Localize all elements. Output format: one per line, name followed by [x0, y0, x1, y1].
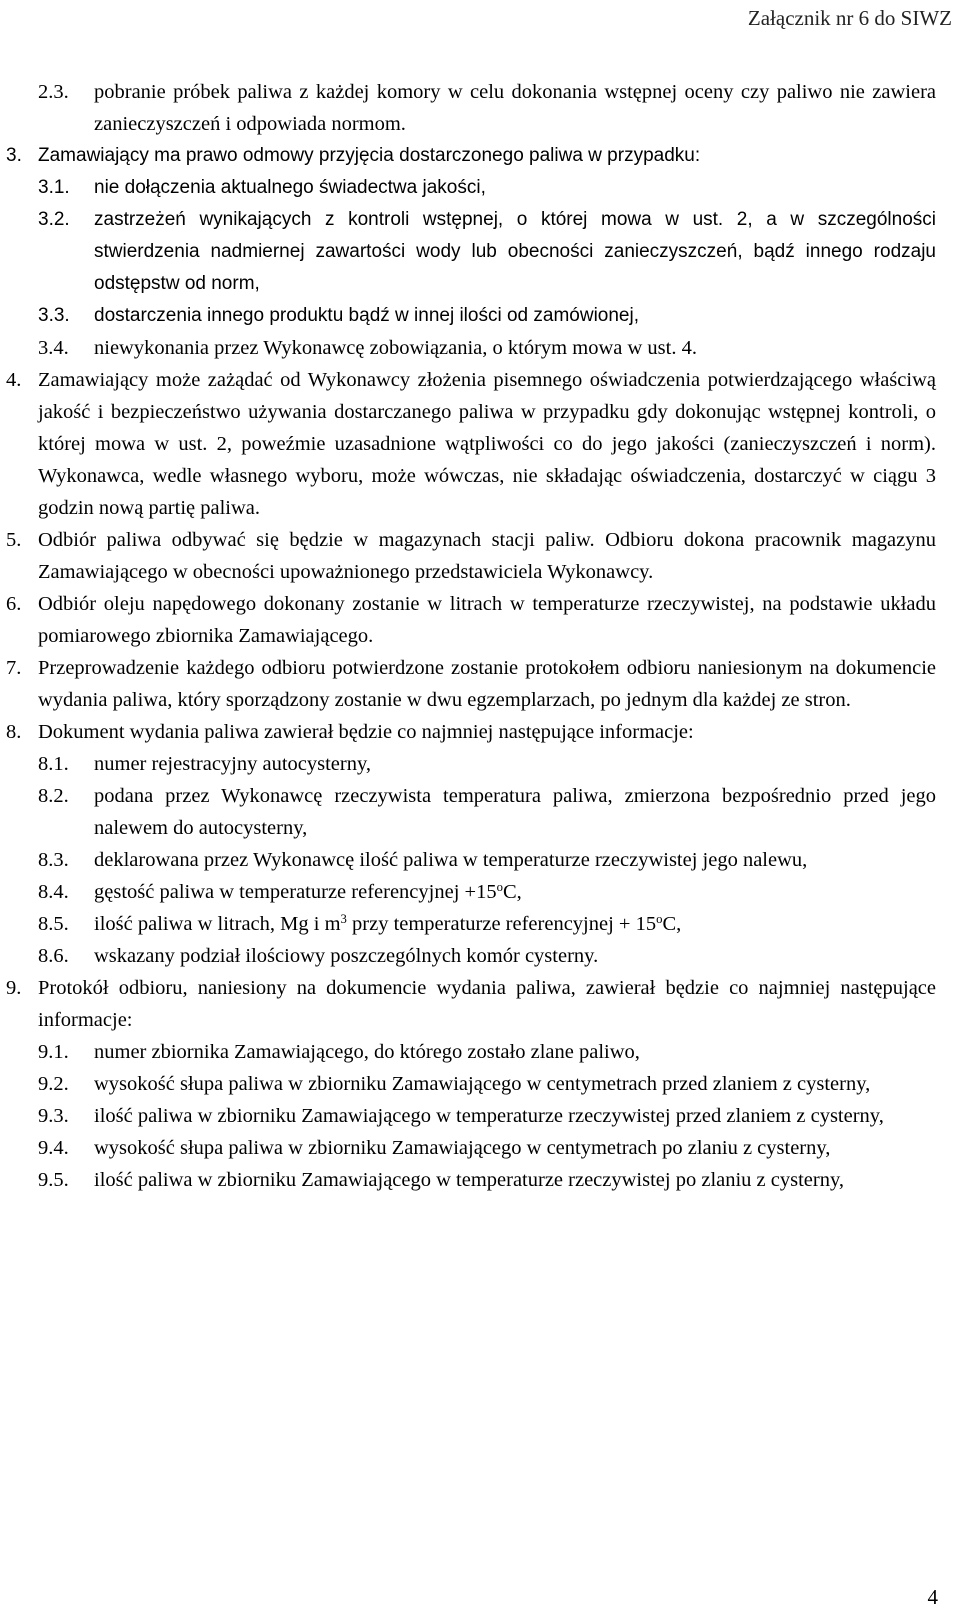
paragraph-number: 8.3.: [38, 849, 69, 871]
paragraph-text: Przeprowadzenie każdego odbioru potwierdzone zostanie protokołem odbioru naniesionym na dokumencie wydania paliwa, który sporządzony zostanie w dwu egzemplarzach, po jednym dla każdej ze stron.: [38, 657, 936, 711]
paragraph-number: 8.5.: [38, 913, 69, 935]
sub-paragraph: [0, 1100, 960, 1132]
paragraph-text: gęstość paliwa w temperaturze referencyjnej +15: [94, 881, 497, 903]
page-number: 4: [927, 1585, 938, 1609]
paragraph-text: Odbiór oleju napędowego dokonany zostanie w litrach w temperaturze rzeczywistej, na podstawie układu pomiarowego zbiornika Zamawiającego.: [38, 593, 936, 647]
paragraph-text: deklarowana przez Wykonawcę ilość paliwa w temperaturze rzeczywistej jego nalewu,: [94, 849, 808, 871]
sub-paragraph: [0, 908, 960, 940]
superscript: o: [496, 880, 503, 895]
paragraph-text: nie dołączenia aktualnego świadectwa jakości,: [94, 177, 486, 198]
sub-paragraph: [0, 876, 960, 908]
paragraph-text: ilość paliwa w zbiorniku Zamawiającego w temperaturze rzeczywistej po zlaniu z cysterny,: [94, 1169, 845, 1191]
paragraph-number: 8.: [6, 721, 22, 743]
sub-paragraph: [0, 332, 960, 364]
paragraph-text: ilość paliwa w zbiorniku Zamawiającego w temperaturze rzeczywistej przed zlaniem z cysterny,: [94, 1105, 884, 1127]
paragraph-text: pobranie próbek paliwa z każdej komory w celu dokonania wstępnej oceny czy paliwo nie zawiera zanieczyszczeń i odpowiada normom.: [94, 81, 936, 135]
paragraph-number: 6.: [6, 593, 22, 615]
numbered-paragraph: [0, 140, 960, 172]
paragraph-number: 3.1.: [38, 177, 70, 198]
paragraph-number: 8.6.: [38, 945, 69, 967]
paragraph-text: numer rejestracyjny autocysterny,: [94, 753, 372, 775]
numbered-paragraph: [0, 652, 960, 716]
paragraph-number: 9.1.: [38, 1041, 69, 1063]
paragraph-text: C,: [502, 881, 522, 903]
document-body: [0, 76, 960, 1196]
paragraph-text: Dokument wydania paliwa zawierał będzie co najmniej następujące informacje:: [38, 721, 694, 743]
paragraph-number: 5.: [6, 529, 22, 551]
paragraph-text: C,: [662, 913, 682, 935]
sub-paragraph: [0, 748, 960, 780]
paragraph-number: 9.3.: [38, 1105, 69, 1127]
sub-paragraph: [0, 1164, 960, 1196]
paragraph-number: 8.4.: [38, 881, 69, 903]
superscript: 3: [340, 912, 347, 927]
paragraph-text: niewykonania przez Wykonawcę zobowiązania, o którym mowa w ust. 4.: [94, 337, 697, 359]
sub-paragraph: [0, 1132, 960, 1164]
paragraph-number: 9.5.: [38, 1169, 69, 1191]
numbered-paragraph: [0, 588, 960, 652]
numbered-paragraph: [0, 524, 960, 588]
paragraph-number: 9.2.: [38, 1073, 69, 1095]
numbered-paragraph: [0, 716, 960, 748]
paragraph-number: 3.3.: [38, 305, 70, 326]
page-header-title: Załącznik nr 6 do SIWZ: [747, 6, 952, 30]
paragraph-number: 9.4.: [38, 1137, 69, 1159]
paragraph-text: wskazany podział ilościowy poszczególnych komór cysterny.: [94, 945, 599, 967]
paragraph-text: podana przez Wykonawcę rzeczywista temperatura paliwa, zmierzona bezpośrednio przed jego nalewem do autocysterny,: [94, 785, 936, 839]
paragraph-text: Protokół odbioru, naniesiony na dokumencie wydania paliwa, zawierał będzie co najmniej następujące informacje:: [38, 977, 936, 1031]
paragraph-number: 3.2.: [38, 209, 70, 230]
numbered-paragraph: [0, 364, 960, 524]
sub-paragraph: [0, 172, 960, 204]
paragraph-text: przy temperaturze referencyjnej + 15: [346, 913, 657, 935]
paragraph-number: 7.: [6, 657, 22, 679]
numbered-paragraph: [0, 972, 960, 1036]
superscript: o: [656, 912, 663, 927]
sub-paragraph: [0, 1068, 960, 1100]
paragraph-number: 9.: [6, 977, 22, 999]
paragraph-number: 8.2.: [38, 785, 69, 807]
sub-paragraph: [0, 780, 960, 844]
paragraph-text: ilość paliwa w litrach, Mg i m: [94, 913, 341, 935]
paragraph-text: wysokość słupa paliwa w zbiorniku Zamawiającego w centymetrach przed zlaniem z cysterny,: [94, 1073, 871, 1095]
sub-paragraph: [0, 76, 960, 140]
sub-paragraph: [0, 300, 960, 332]
paragraph-text: numer zbiornika Zamawiającego, do którego zostało zlane paliwo,: [94, 1041, 640, 1063]
sub-paragraph: [0, 204, 960, 300]
paragraph-number: 2.3.: [38, 81, 69, 103]
paragraph-text: Zamawiający ma prawo odmowy przyjęcia dostarczonego paliwa w przypadku:: [38, 145, 701, 166]
paragraph-number: 3.4.: [38, 337, 69, 359]
paragraph-number: 4.: [6, 369, 22, 391]
paragraph-number: 3.: [6, 145, 22, 166]
sub-paragraph: [0, 844, 960, 876]
paragraph-text: wysokość słupa paliwa w zbiorniku Zamawiającego w centymetrach po zlaniu z cysterny,: [94, 1137, 831, 1159]
paragraph-text: Zamawiający może zażądać od Wykonawcy złożenia pisemnego oświadczenia potwierdzającego właściwą jakość i bezpieczeństwo używania dostarczanego paliwa w przypadku gdy dokonując wstępnej kontroli, o której mowa w ust. 2, poweźmie uzasadnione wątpliwości co do jego jakości (zanieczyszczeń i norm). Wykonawca, wedle własnego wyboru, może wówczas, nie składając oświadczenia, dostarczyć w ciągu 3 godzin nową partię paliwa.: [38, 369, 936, 519]
sub-paragraph: [0, 1036, 960, 1068]
paragraph-number: 8.1.: [38, 753, 69, 775]
sub-paragraph: [0, 940, 960, 972]
paragraph-text: dostarczenia innego produktu bądź w innej ilości od zamówionej,: [94, 305, 639, 326]
paragraph-text: Odbiór paliwa odbywać się będzie w magazynach stacji paliw. Odbioru dokona pracownik magazynu Zamawiającego w obecności upoważnionego przedstawiciela Wykonawcy.: [38, 529, 936, 583]
paragraph-text: zastrzeżeń wynikających z kontroli wstępnej, o której mowa w ust. 2, a w szczególności stwierdzenia nadmiernej zawartości wody lub obecności zanieczyszczeń, bądź innego rodzaju odstępstw od norm,: [94, 209, 936, 294]
